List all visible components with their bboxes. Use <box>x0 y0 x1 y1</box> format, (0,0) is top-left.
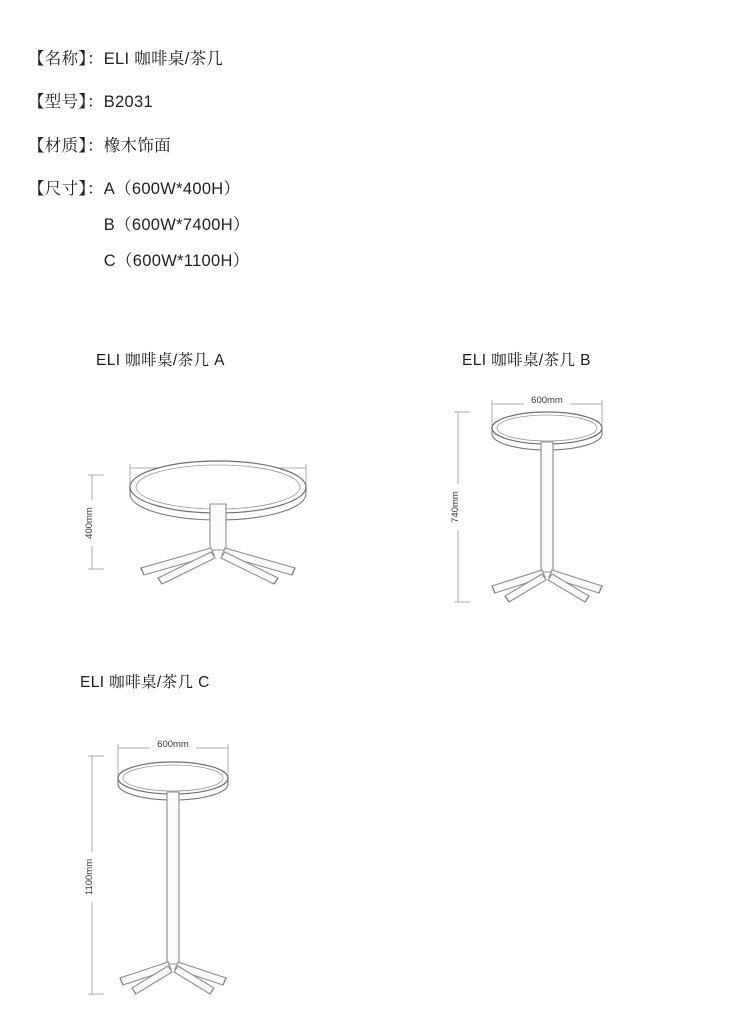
spec-row-material <box>28 135 668 157</box>
figure-c-width-dimension-text: 600mm <box>157 739 189 750</box>
spec-row-dimensions <box>28 178 668 273</box>
spec-value-model: B2031 <box>103 93 153 112</box>
figure-a-title: ELI 咖啡桌/茶几 A <box>96 352 225 369</box>
spec-label-model: 【型号】： <box>28 93 104 112</box>
spec-row-name <box>28 48 668 70</box>
figure-c-height-dimension-text: 1100mm <box>84 858 95 896</box>
figure-c-title: ELI 咖啡桌/茶几 C <box>80 674 210 691</box>
product-spec-block <box>28 48 668 273</box>
spec-label-material: 【材质】： <box>28 136 104 155</box>
figure-b-drawing <box>420 372 710 622</box>
spec-dimension-list <box>104 178 250 273</box>
figure-b-height-dimension-text: 740mm <box>450 491 461 523</box>
spec-value-name: ELI 咖啡桌/茶几 <box>103 50 224 68</box>
spec-label-dimensions: 【尺寸】： <box>28 179 104 198</box>
spec-row-model <box>28 91 668 113</box>
figure-a-height-dimension-text: 400mm <box>84 507 95 539</box>
figure-b-title: ELI 咖啡桌/茶几 B <box>462 352 591 369</box>
figure-table-a <box>28 348 388 628</box>
figure-table-c <box>28 670 358 1010</box>
figure-a-drawing <box>28 372 368 622</box>
figure-b-width-dimension-text: 600mm <box>531 395 563 406</box>
dimension-option-b: B（600W*7400H） <box>103 216 250 235</box>
dimension-option-c: C（600W*1100H） <box>103 252 250 271</box>
spec-label-name: 【名称】： <box>28 50 104 68</box>
figure-c-drawing <box>28 694 348 1014</box>
figure-table-b <box>420 348 720 628</box>
dimension-option-a: A（600W*400H） <box>103 179 241 198</box>
spec-value-material: 橡木饰面 <box>103 136 171 155</box>
